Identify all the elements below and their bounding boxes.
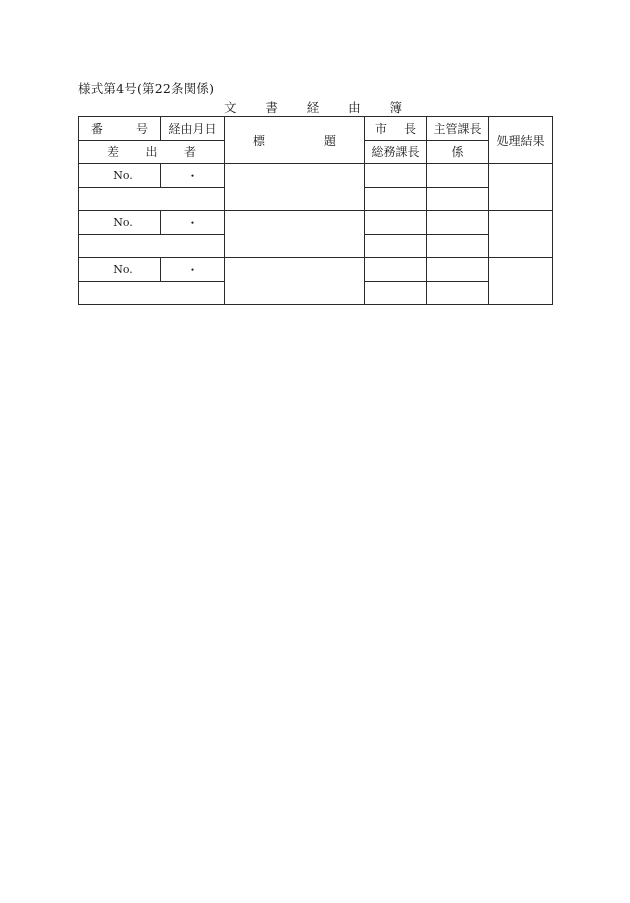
title-char: 文 bbox=[224, 100, 237, 115]
entry-staff-cell[interactable] bbox=[427, 234, 489, 258]
entry-row bbox=[79, 164, 553, 188]
title-char: 簿 bbox=[389, 100, 402, 115]
entry-section-chief-cell[interactable] bbox=[427, 211, 489, 235]
entry-mayor-cell[interactable] bbox=[365, 164, 427, 188]
entry-section-chief-cell[interactable] bbox=[427, 258, 489, 282]
header-mayor: 市 長 bbox=[365, 117, 427, 141]
entry-result-cell[interactable] bbox=[489, 211, 553, 258]
document-register-table bbox=[78, 116, 553, 305]
header-staff: 係 bbox=[427, 140, 489, 164]
entry-date-cell[interactable]: ・ bbox=[161, 164, 225, 188]
entry-date-cell[interactable]: ・ bbox=[161, 211, 225, 235]
entry-date-cell[interactable]: ・ bbox=[161, 258, 225, 282]
entry-staff-cell[interactable] bbox=[427, 281, 489, 305]
entry-subject-cell[interactable] bbox=[225, 211, 365, 258]
entry-row bbox=[79, 211, 553, 235]
entry-result-cell[interactable] bbox=[489, 164, 553, 211]
entry-number-cell[interactable]: No. bbox=[79, 164, 161, 188]
entry-general-affairs-cell[interactable] bbox=[365, 187, 427, 211]
header-row-1 bbox=[79, 117, 553, 141]
entry-mayor-cell[interactable] bbox=[365, 258, 427, 282]
entry-sender-cell[interactable] bbox=[79, 281, 225, 305]
header-sender: 差 出 者 bbox=[79, 140, 225, 164]
entry-sender-cell[interactable] bbox=[79, 234, 225, 258]
header-date: 経由月日 bbox=[161, 117, 225, 141]
entry-mayor-cell[interactable] bbox=[365, 211, 427, 235]
entry-general-affairs-cell[interactable] bbox=[365, 281, 427, 305]
entry-sender-cell[interactable] bbox=[79, 187, 225, 211]
document-title bbox=[224, 98, 402, 116]
entry-result-cell[interactable] bbox=[489, 258, 553, 305]
entry-general-affairs-cell[interactable] bbox=[365, 234, 427, 258]
form-number: 様式第4号(第22条関係) bbox=[78, 81, 215, 96]
entry-staff-cell[interactable] bbox=[427, 187, 489, 211]
header-subject: 標 題 bbox=[225, 117, 365, 164]
title-char: 経 bbox=[306, 100, 320, 115]
header-result: 処理結果 bbox=[489, 117, 553, 164]
entry-row bbox=[79, 258, 553, 282]
entry-number-cell[interactable]: No. bbox=[79, 211, 161, 235]
header-section-chief: 主管課長 bbox=[427, 117, 489, 141]
header-general-affairs: 総務課長 bbox=[365, 140, 427, 164]
title-char: 書 bbox=[265, 100, 278, 115]
entry-subject-cell[interactable] bbox=[225, 164, 365, 211]
entry-number-cell[interactable]: No. bbox=[79, 258, 161, 282]
entry-section-chief-cell[interactable] bbox=[427, 164, 489, 188]
header-number: 番 号 bbox=[79, 117, 161, 141]
entry-subject-cell[interactable] bbox=[225, 258, 365, 305]
title-char: 由 bbox=[348, 100, 361, 115]
